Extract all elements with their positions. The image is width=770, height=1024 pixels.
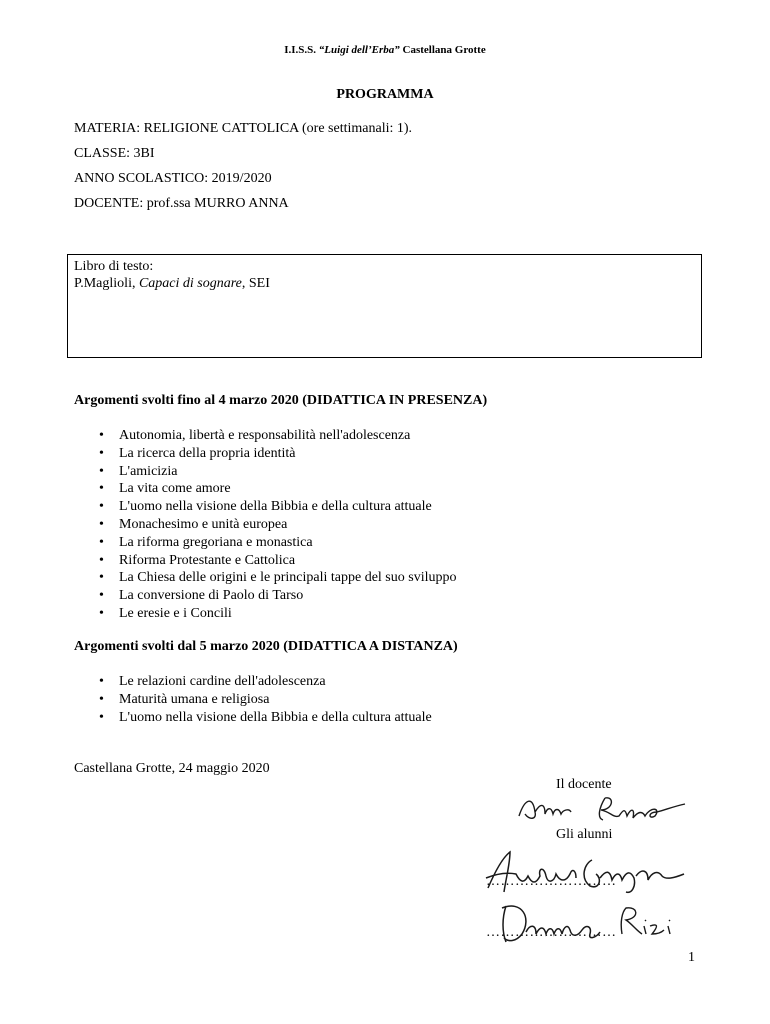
section-title-distance: Argomenti svolti dal 5 marzo 2020 (DIDATTICA A DISTANZA) bbox=[74, 639, 458, 654]
topic-item bbox=[74, 605, 456, 623]
bullet-icon: • bbox=[99, 534, 104, 550]
topic-item bbox=[74, 498, 456, 516]
topic-text: La vita come amore bbox=[119, 481, 231, 497]
topic-text: Monachesimo e unità europea bbox=[119, 516, 288, 532]
school-header bbox=[0, 44, 770, 56]
bullet-icon: • bbox=[99, 428, 104, 443]
topic-text: La Chiesa delle origini e le principali tappe del suo sviluppo bbox=[119, 570, 457, 586]
signature-line-2: ……………………… bbox=[486, 925, 617, 940]
topic-item bbox=[74, 552, 456, 570]
student-signature-1 bbox=[480, 848, 690, 896]
topic-text: Autonomia, libertà e responsabilità nell'adolescenza bbox=[119, 428, 411, 443]
bullet-icon: • bbox=[99, 691, 104, 707]
school-city: Castellana Grotte bbox=[402, 44, 486, 56]
topic-list-distance bbox=[74, 673, 432, 726]
topic-text: Le eresie e i Concili bbox=[119, 605, 232, 621]
bullet-icon: • bbox=[99, 499, 104, 515]
school-name: “Luigi dell’Erba” bbox=[318, 44, 400, 56]
bullet-icon: • bbox=[99, 570, 104, 586]
subject-line: MATERIA: RELIGIONE CATTOLICA (ore settimanali: 1). bbox=[74, 121, 413, 136]
topic-text: Riforma Protestante e Cattolica bbox=[119, 552, 296, 568]
topic-list-in-presence bbox=[74, 427, 456, 623]
topic-item bbox=[74, 673, 432, 691]
topic-text: Le relazioni cardine dell'adolescenza bbox=[119, 674, 326, 689]
topic-item bbox=[74, 516, 456, 534]
bullet-icon: • bbox=[99, 481, 104, 497]
topic-text: L'uomo nella visione della Bibbia e della cultura attuale bbox=[119, 499, 432, 515]
school-year-line: ANNO SCOLASTICO: 2019/2020 bbox=[74, 171, 272, 186]
topic-text: La ricerca della propria identità bbox=[119, 445, 296, 461]
topic-text: La riforma gregoriana e monastica bbox=[119, 534, 313, 550]
bullet-icon: • bbox=[99, 516, 104, 532]
topic-item bbox=[74, 569, 456, 587]
textbook-reference bbox=[74, 275, 695, 292]
topic-item bbox=[74, 691, 432, 709]
page-number: 1 bbox=[688, 950, 695, 965]
bullet-icon: • bbox=[99, 552, 104, 568]
topic-item bbox=[74, 463, 456, 481]
topic-text: La conversione di Paolo di Tarso bbox=[119, 588, 304, 604]
bullet-icon: • bbox=[99, 445, 104, 461]
textbook-box bbox=[67, 254, 702, 358]
section-title-in-presence: Argomenti svolti fino al 4 marzo 2020 (DIDATTICA IN PRESENZA) bbox=[74, 393, 488, 408]
teacher-line: DOCENTE: prof.ssa MURRO ANNA bbox=[74, 196, 289, 211]
document-title: PROGRAMMA bbox=[336, 87, 434, 102]
bullet-icon: • bbox=[99, 709, 104, 725]
topic-item bbox=[74, 480, 456, 498]
textbook-author: P.Maglioli, bbox=[74, 276, 136, 291]
school-prefix: I.I.S.S. bbox=[284, 44, 317, 56]
bullet-icon: • bbox=[99, 588, 104, 604]
topic-text: Maturità umana e religiosa bbox=[119, 691, 270, 707]
topic-item bbox=[74, 709, 432, 727]
students-signature-label: Gli alunni bbox=[556, 827, 613, 842]
topic-text: L'amicizia bbox=[119, 463, 178, 479]
place-and-date: Castellana Grotte, 24 maggio 2020 bbox=[74, 761, 270, 776]
student-signature-2 bbox=[492, 898, 692, 948]
signature-line-1: ……………………… bbox=[486, 874, 617, 889]
topic-item bbox=[74, 587, 456, 605]
topic-item bbox=[74, 427, 456, 445]
bullet-icon: • bbox=[99, 605, 104, 621]
textbook-title: Capaci di sognare bbox=[138, 276, 242, 291]
topic-text: L'uomo nella visione della Bibbia e della cultura attuale bbox=[119, 709, 432, 725]
topic-item bbox=[74, 534, 456, 552]
teacher-signature bbox=[515, 790, 695, 830]
bullet-icon: • bbox=[99, 463, 104, 479]
teacher-signature-label: Il docente bbox=[556, 777, 612, 792]
textbook-publisher: , SEI bbox=[241, 276, 270, 291]
topic-item bbox=[74, 445, 456, 463]
bullet-icon: • bbox=[99, 674, 104, 689]
class-line: CLASSE: 3BI bbox=[74, 146, 155, 161]
textbook-label: Libro di testo: bbox=[74, 259, 154, 274]
